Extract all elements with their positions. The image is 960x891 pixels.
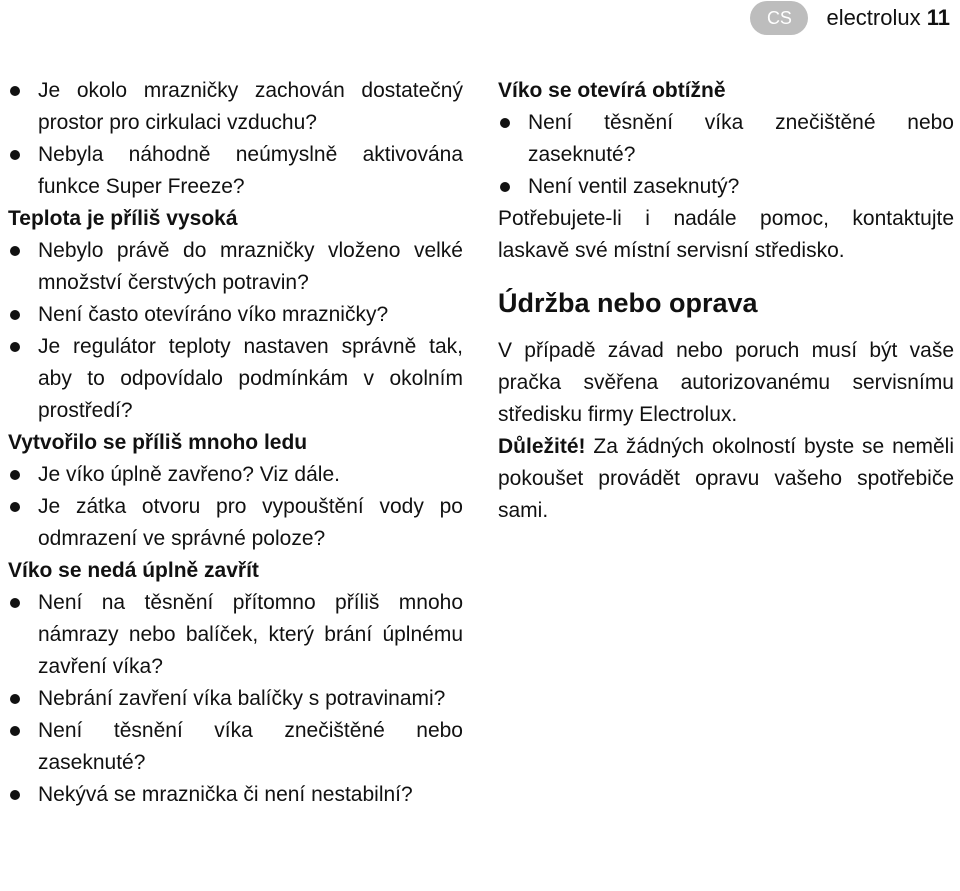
- section-heading: Vytvořilo se příliš mnoho ledu: [8, 431, 308, 454]
- bullet-icon: [500, 182, 510, 192]
- bullet-icon: [10, 470, 20, 480]
- maintenance-paragraph: V případě závad nebo poruch musí být vaše pračka svěřena autorizovanému servisnímu středisku firmy Electrolux.: [498, 339, 954, 426]
- bullet-icon: [500, 118, 510, 128]
- language-badge: CS: [750, 1, 808, 35]
- list-item: Není těsnění víka znečištěné nebo zaseknuté?: [498, 107, 954, 171]
- section-heading: Teplota je příliš vysoká: [8, 207, 238, 230]
- bullet-icon: [10, 598, 20, 608]
- brand-name: electrolux: [826, 5, 921, 30]
- temperature-list: [8, 235, 463, 427]
- list-item: Je okolo mrazničky zachován dostatečný prostor pro cirkulaci vzduchu?: [8, 75, 463, 139]
- bullet-icon: [10, 726, 20, 736]
- important-label: Důležité!: [498, 435, 586, 458]
- list-item: Nekývá se mraznička či není nestabilní?: [8, 779, 463, 811]
- ice-list: [8, 459, 463, 555]
- page-header: [750, 0, 950, 36]
- bullet-icon: [10, 310, 20, 320]
- section-heading: Víko se nedá úplně zavřít: [8, 559, 259, 582]
- bullet-icon: [10, 502, 20, 512]
- help-note: Potřebujete-li i nadále pomoc, kontaktujte laskavě své místní servisní středisko.: [498, 207, 954, 262]
- important-text: Za žádných okolností byste se neměli pokoušet provádět opravu vašeho spotřebiče sami.: [498, 435, 954, 522]
- important-note: [498, 431, 954, 527]
- list-item: Není ventil zaseknutý?: [498, 171, 954, 203]
- list-item: Je regulátor teploty nastaven správně tak, aby to odpovídalo podmínkám v okolním prostředí?: [8, 331, 463, 427]
- list-item: Není těsnění víka znečištěné nebo zaseknuté?: [8, 715, 463, 779]
- bullet-icon: [10, 342, 20, 352]
- left-column: [8, 75, 463, 811]
- brand-and-page: [826, 5, 950, 31]
- list-item: Nebylo právě do mrazničky vloženo velké množství čerstvých potravin?: [8, 235, 463, 299]
- lid-close-list: [8, 587, 463, 811]
- list-item: Není často otevíráno víko mrazničky?: [8, 299, 463, 331]
- list-item: Nebrání zavření víka balíčky s potravinami?: [8, 683, 463, 715]
- maintenance-heading: Údržba nebo oprava: [498, 288, 758, 318]
- page-number: 11: [926, 5, 950, 30]
- intro-list: [8, 75, 463, 203]
- bullet-icon: [10, 246, 20, 256]
- section-heading: Víko se otevírá obtížně: [498, 79, 726, 102]
- list-item: Není na těsnění přítomno příliš mnoho námrazy nebo balíček, který brání úplnému zavření víka?: [8, 587, 463, 683]
- bullet-icon: [10, 790, 20, 800]
- list-item: Je zátka otvoru pro vypouštění vody po odmrazení ve správné poloze?: [8, 491, 463, 555]
- lid-open-list: [498, 107, 954, 203]
- bullet-icon: [10, 86, 20, 96]
- right-column: [498, 75, 954, 527]
- bullet-icon: [10, 150, 20, 160]
- list-item: Je víko úplně zavřeno? Viz dále.: [8, 459, 463, 491]
- bullet-icon: [10, 694, 20, 704]
- list-item: Nebyla náhodně neúmyslně aktivována funkce Super Freeze?: [8, 139, 463, 203]
